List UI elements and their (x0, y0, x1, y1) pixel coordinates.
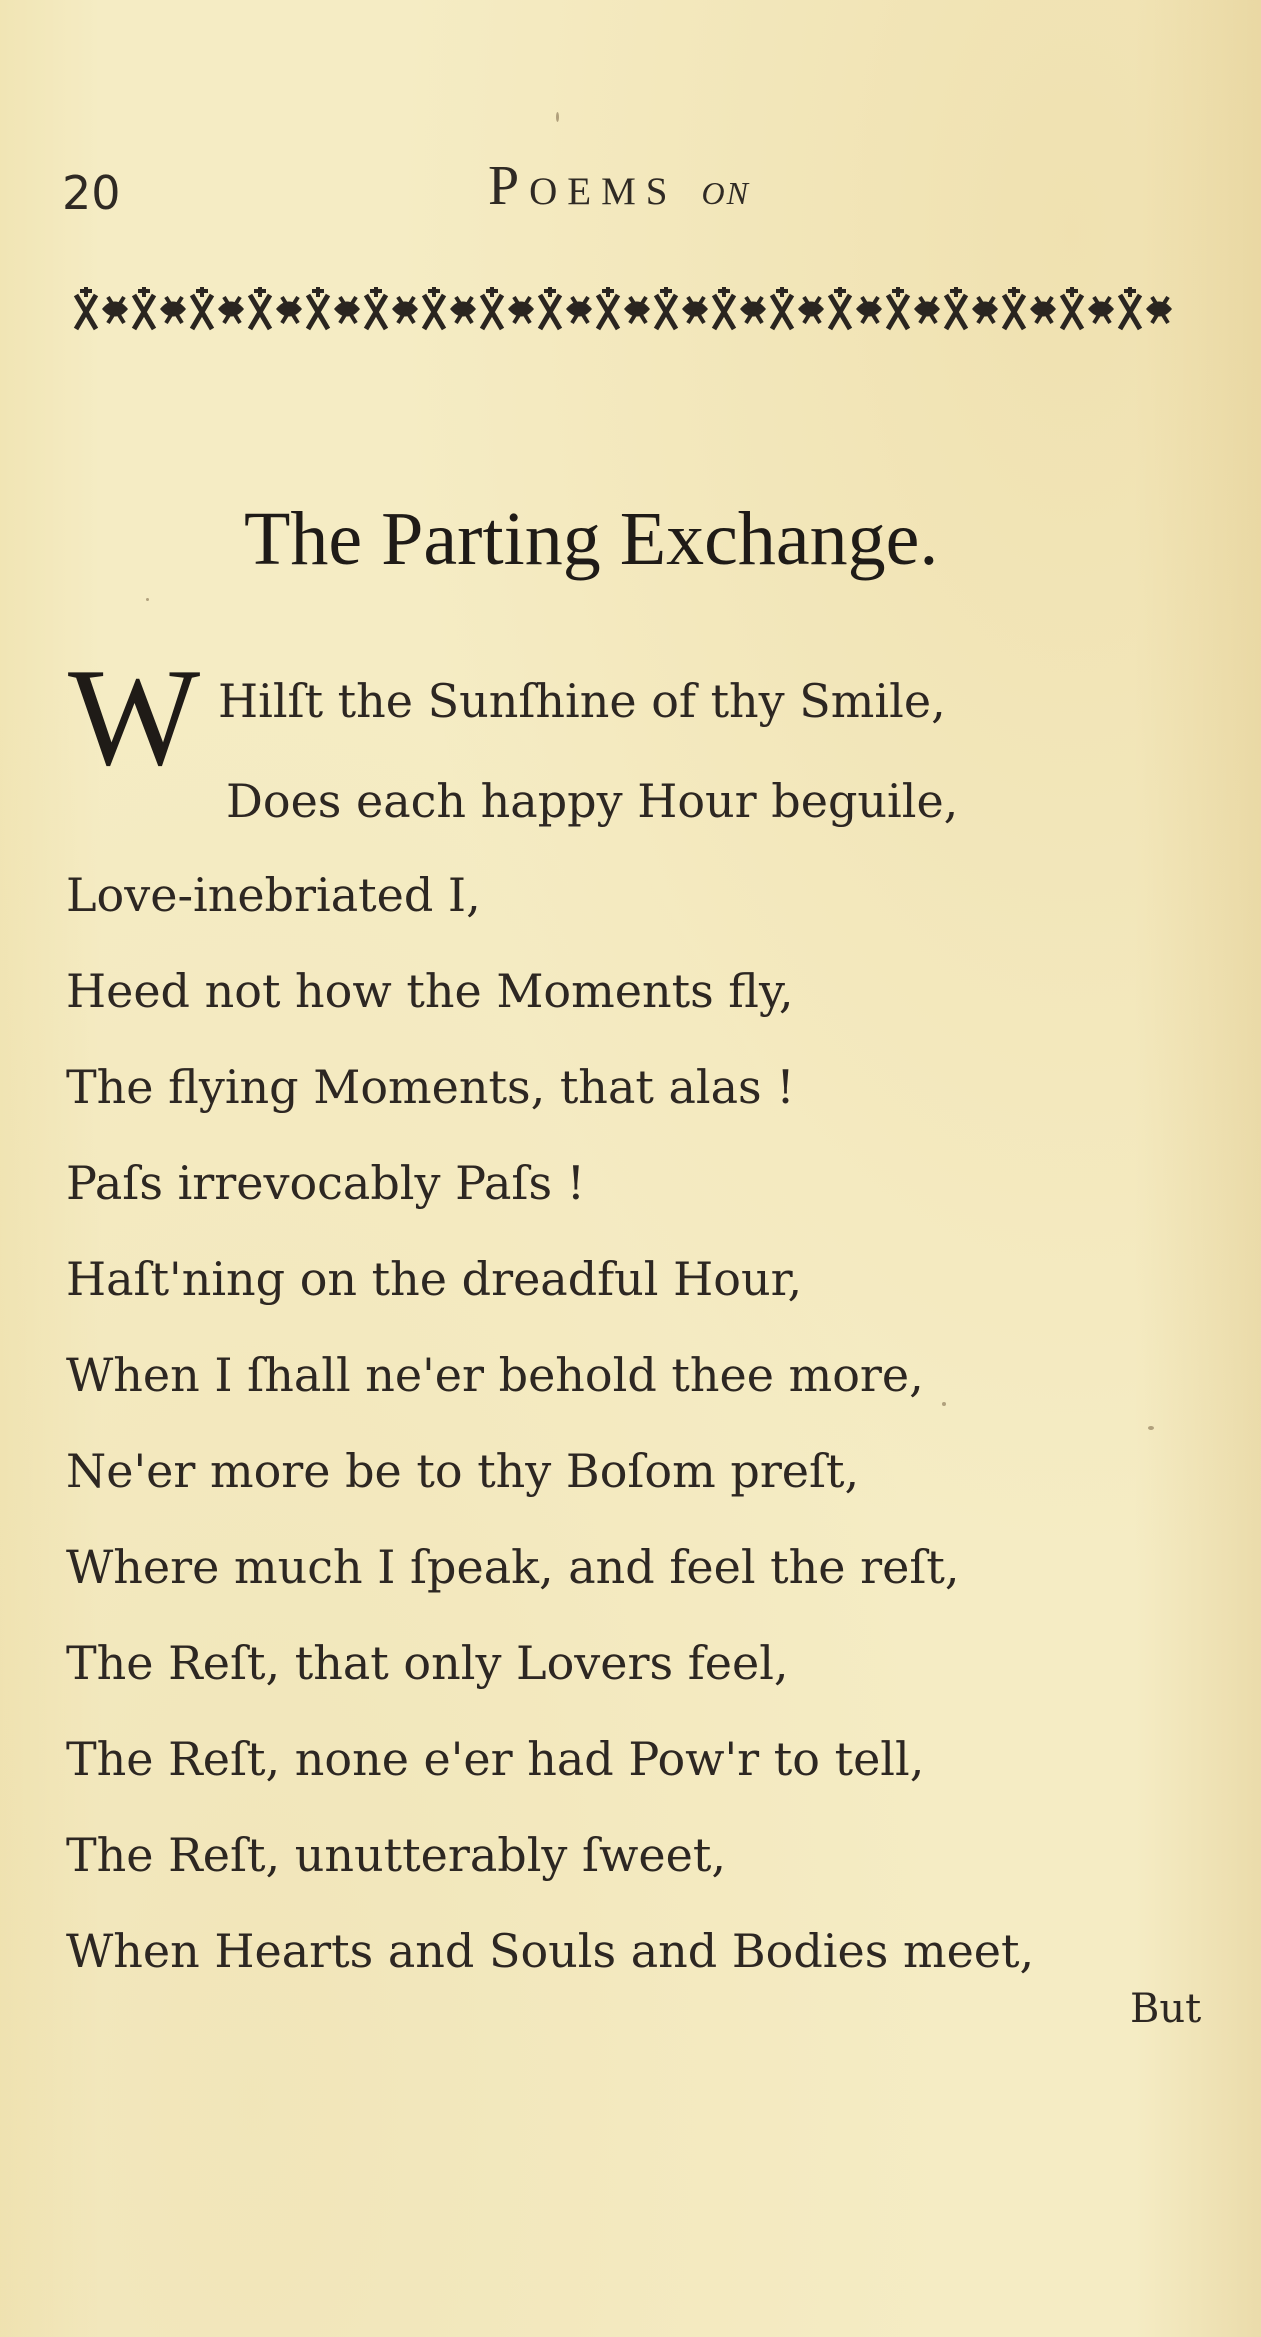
verse-line: The Reſt, none e'er had Pow'r to tell, (66, 1732, 925, 1786)
verse-line: Where much I ſpeak, and feel the reſt, (66, 1540, 960, 1594)
paper-speck (942, 1402, 946, 1406)
verse-line: Love-inebriated I, (66, 868, 481, 922)
verse-line: When Hearts and Souls and Bodies meet, (66, 1924, 1035, 1978)
verse-line: Haſt'ning on the dreadful Hour, (66, 1252, 803, 1306)
ornament-band (72, 283, 1192, 341)
verse-line: The Reſt, unutterably ſweet, (66, 1828, 726, 1882)
running-head-italic: on (701, 163, 750, 214)
verse-line: The Reſt, that only Lovers feel, (66, 1636, 789, 1690)
verse-line: When I ſhall ne'er behold thee more, (66, 1348, 924, 1402)
ornament-row (76, 287, 1172, 329)
running-head-caps: Poems (488, 155, 678, 217)
page-number: 20 (62, 166, 121, 220)
verse-line: Ne'er more be to thy Boſom preſt, (66, 1444, 860, 1498)
running-head (488, 154, 750, 218)
verse-line: Paſs irrevocably Paſs ! (66, 1156, 586, 1210)
paper-speck (556, 112, 559, 122)
verse-line: Heed not how the Moments fly, (66, 964, 794, 1018)
verse-line: Does each happy Hour beguile, (226, 774, 959, 828)
paper-speck (146, 598, 149, 601)
drop-cap: W (68, 640, 201, 795)
catchword: But (1130, 1986, 1202, 2032)
verse-line: The flying Moments, that alas ! (66, 1060, 795, 1114)
poem-title: The Parting Exchange. (244, 497, 939, 581)
verse-line: Hilſt the Sunſhine of thy Smile, (218, 674, 946, 728)
paper-speck (1148, 1426, 1154, 1430)
